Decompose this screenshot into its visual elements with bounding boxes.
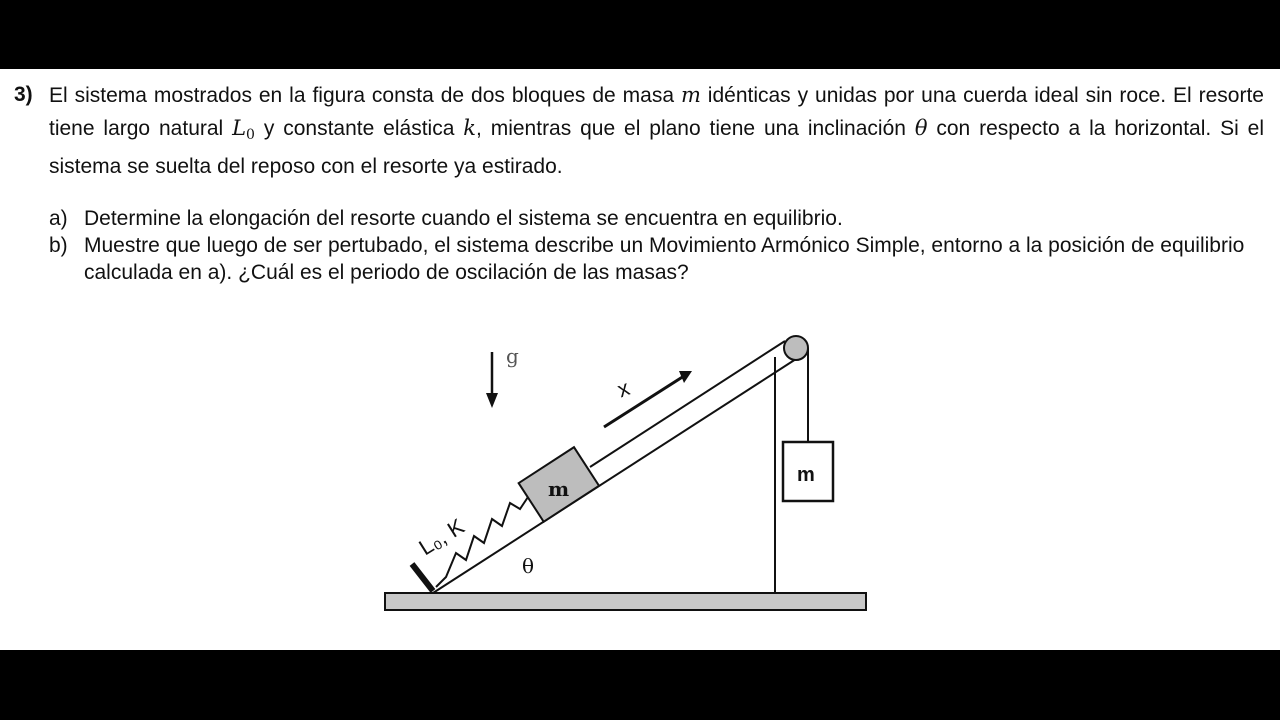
part-a-label: a) xyxy=(49,207,68,230)
intro-text-2: idénticas y unidas por una cuerda ideal sin roce. El resorte tiene largo natural xyxy=(49,84,1264,140)
pulley xyxy=(784,336,808,360)
spring-label: L₀, K xyxy=(414,513,469,561)
part-a-text: Determine la elongación del resorte cuando el sistema se encuentra en equilibrio. xyxy=(84,207,843,230)
intro-text-3: y constante elástica xyxy=(254,117,464,140)
intro-text-1: El sistema mostrados en la figura consta de dos bloques de masa xyxy=(49,84,681,107)
intro-text-4: , mientras que el plano tiene una inclinación xyxy=(476,117,915,140)
gravity-label: g xyxy=(506,344,519,368)
intro-text-5: con respecto a la horizontal. Si el sistema se suelta del reposo con el resorte ya estirado. xyxy=(49,117,1264,178)
part-b-label: b) xyxy=(49,234,68,257)
x-label: x xyxy=(613,375,633,403)
ground-bar xyxy=(385,593,866,610)
incline-block-label: m xyxy=(548,477,570,501)
mass-symbol: m xyxy=(680,83,701,107)
angle-symbol: θ xyxy=(914,116,928,140)
length-symbol: $L_0$ xyxy=(232,116,255,143)
slide-page xyxy=(0,69,1280,650)
wall-stopper xyxy=(412,564,433,591)
incline-upper-edge xyxy=(590,341,785,467)
part-b-text: Muestre que luego de ser pertubado, el sistema describe un Movimiento Armónico Simple, entorno a la posición de equilibrio calculada en a). ¿Cuál es el periodo de oscilación de las masas? xyxy=(84,234,1245,284)
gravity-arrowhead xyxy=(486,393,498,408)
incline-figure xyxy=(0,69,1280,650)
problem-number: 3) xyxy=(14,83,33,106)
hanging-block-label: m xyxy=(797,464,815,486)
spring-constant-symbol: k xyxy=(463,116,476,140)
angle-label: θ xyxy=(522,554,535,578)
